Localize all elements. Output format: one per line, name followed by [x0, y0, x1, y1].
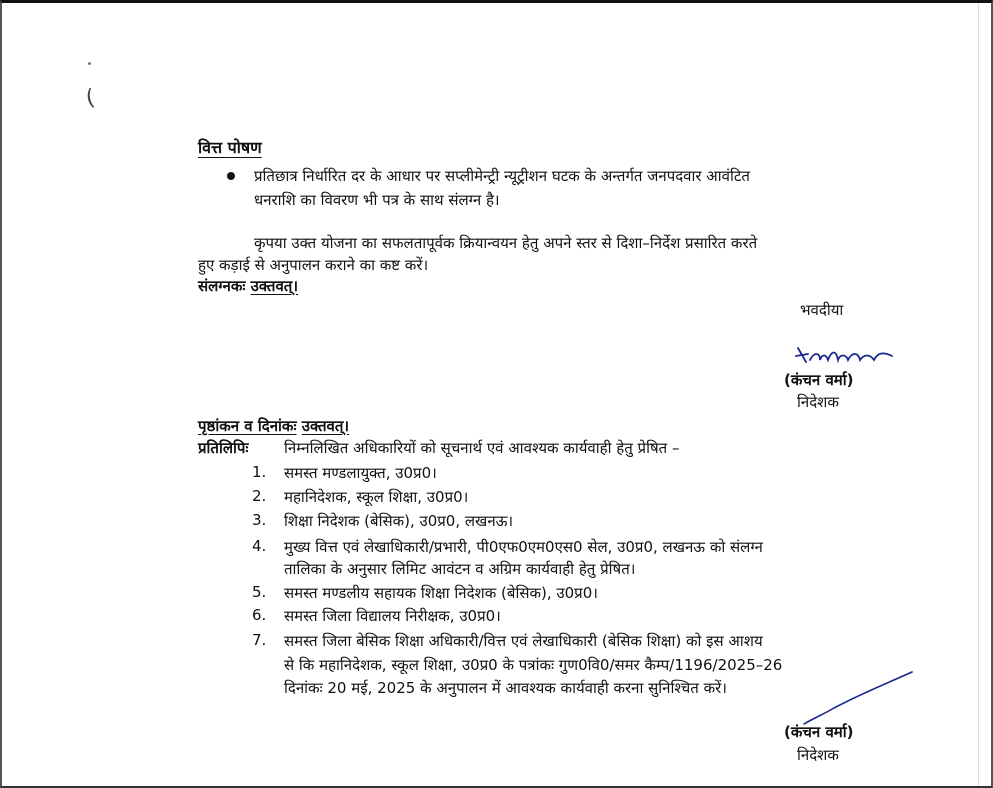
list-item-text: समस्त मण्डलीय सहायक शिक्षा निदेशक (बेसिक), उ0प्र0। — [284, 584, 598, 602]
copy-to-label: प्रतिलिपिः — [198, 439, 249, 457]
list-item-text: महानिदेशक, स्कूल शिक्षा, उ0प्र0। — [284, 488, 469, 506]
signatory-name-1: (कंचन वर्मा) — [784, 371, 854, 389]
list-item-text-continued: से कि महानिदेशक, स्कूल शिक्षा, उ0प्र0 के पत्रांकः गुण0वि0/समर कैम्प/1196/2025–26 — [284, 656, 783, 674]
request-line-2: हुए कड़ाई से अनुपालन कराने का कष्ट करें। — [198, 256, 429, 274]
list-item-number: 4. — [252, 537, 267, 555]
list-item-number: 3. — [252, 511, 267, 529]
funding-bullet-line-2: धनराशि का विवरण भी पत्र के साथ संलग्न है। — [254, 191, 500, 209]
list-item-text-continued: दिनांकः 20 मई, 2025 के अनुपालन में आवश्यक कार्यवाही करना सुनिश्चित करें। — [284, 679, 727, 697]
list-item-number: 5. — [252, 583, 267, 601]
enclosure-value: उक्तवत्। — [250, 277, 299, 295]
signatory-designation-2: निदेशक — [797, 746, 839, 764]
bullet-point — [227, 172, 235, 180]
list-item-number: 7. — [252, 631, 267, 649]
section-heading-funding: वित्त पोषण — [198, 138, 262, 157]
list-item-text: मुख्य वित्त एवं लेखाधिकारी/प्रभारी, पी0एफ0एम0एस0 सेल, उ0प्र0, लखनऊ को संलग्न — [284, 538, 763, 556]
closing-text: भवदीया — [800, 301, 844, 319]
list-item-text: शिक्षा निदेशक (बेसिक), उ0प्र0, लखनऊ। — [284, 512, 514, 530]
list-item-text: समस्त जिला बेसिक शिक्षा अधिकारी/वित्त एवं लेखाधिकारी (बेसिक शिक्षा) को इस आशय — [284, 632, 763, 650]
endorsement-value: उक्तवत्। — [301, 417, 350, 435]
pen-stroke — [800, 668, 920, 728]
list-item-text: समस्त मण्डलायुक्त, उ0प्र0। — [284, 464, 437, 482]
handwritten-signature — [792, 338, 902, 370]
endorsement-label: पृष्ठांकन व दिनांकः — [198, 417, 297, 435]
list-item-text-continued: तालिका के अनुसार लिमिट आवंटन व अग्रिम कार्यवाही हेतु प्रेषित। — [284, 560, 636, 578]
scan-mark: ( — [83, 85, 97, 112]
enclosure-line — [198, 276, 298, 296]
funding-bullet-line-1: प्रतिछात्र निर्धारित दर के आधार पर सप्लीमेन्ट्री न्यूट्रीशन घटक के अन्तर्गत जनपदवार आवंटित — [254, 167, 750, 185]
signature-scribble-icon — [792, 338, 902, 370]
copy-to-intro: निम्नलिखित अधिकारियों को सूचनार्थ एवं आवश्यक कार्यवाही हेतु प्रेषित – — [284, 439, 680, 457]
endorsement-line — [198, 416, 349, 436]
enclosure-label: संलग्नकः — [198, 277, 246, 295]
signatory-name-2: (कंचन वर्मा) — [784, 723, 854, 741]
pen-stroke-icon — [800, 668, 920, 728]
request-line-1: कृपया उक्त योजना का सफलतापूर्वक क्रियान्वयन हेतु अपने स्तर से दिशा–निर्देश प्रसारित करते — [254, 234, 758, 252]
list-item-number: 1. — [252, 463, 267, 481]
list-item-number: 2. — [252, 487, 267, 505]
signatory-designation-1: निदेशक — [797, 393, 839, 411]
list-item-text: समस्त जिला विद्यालय निरीक्षक, उ0प्र0। — [284, 607, 501, 625]
list-item-number: 6. — [252, 606, 267, 624]
scan-speck — [88, 62, 91, 65]
